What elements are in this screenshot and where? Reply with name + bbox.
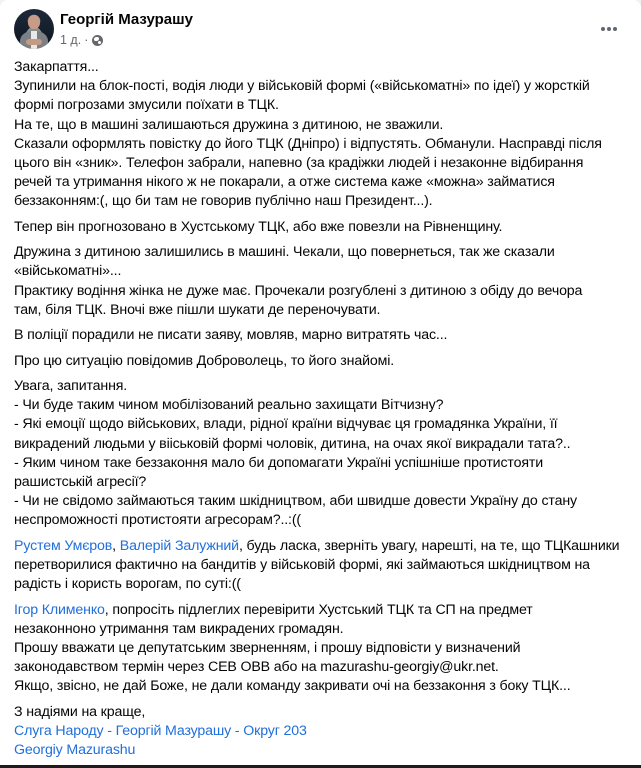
post-time[interactable]: 1 д.: [60, 33, 82, 47]
page-link[interactable]: Слуга Народу - Георгій Мазурашу - Округ 203: [14, 723, 307, 739]
text-line: незаконноно утримання там викрадених громадян.: [14, 620, 344, 637]
mention-link-zaluzhnyi[interactable]: Валерій Залужний: [119, 537, 239, 554]
post-body: [14, 58, 629, 767]
text-line: законодавством термін через СЕВ ОВВ або на mazurashu-georgiy@ukr.net.: [14, 659, 499, 676]
paragraph-now: [14, 218, 629, 237]
text-line: Дружина з дитиною залишились в машині. Чекали, що повернеться, так же сказали: [14, 244, 555, 261]
more-horizontal-icon-dot: [613, 27, 617, 31]
text-line: З надіями на краще,: [14, 703, 146, 720]
paragraph-appeal-police: [14, 601, 629, 697]
text-line: Якщо, звісно, не дай Боже, не дали команду закривати очі на беззаконня з боку ТЦК...: [14, 678, 571, 695]
paragraph-police: [14, 326, 629, 345]
text-fragment: , будь ласка, зверніть увагу, нарешті, на те, що ТЦКашники: [238, 537, 620, 554]
author-name[interactable]: Георгій Мазурашу: [60, 11, 193, 28]
text-line: формі погрозами змусили поїхати в ТЦК.: [14, 97, 279, 114]
globe-icon[interactable]: [92, 35, 103, 46]
text-line: На те, що в машині залишаються дружина з дитиною, не зважили.: [14, 116, 444, 133]
profile-link[interactable]: Georgiy Mazurashu: [14, 742, 136, 759]
text-line: Тепер він прогнозовано в Хустському ТЦК, або вже повезли на Рівненщину.: [14, 218, 503, 235]
text-line: - Чи буде таким чином мобілізований реально захищати Вітчизну?: [14, 397, 444, 414]
text-line: Про цю ситуацію повідомив Доброволець, то його знайомі.: [14, 352, 394, 369]
paragraph-source: [14, 352, 629, 371]
meta-separator: ·: [84, 33, 89, 47]
text-line: «військоматні»...: [14, 263, 122, 280]
paragraph-questions: [14, 377, 629, 531]
text-line: цього він «зник». Телефон забрали, напевно (за крадіжки людей і незаконне відбирання: [14, 155, 584, 172]
text-line: - Яким чином таке беззаконня мало би допомагати Україні успішніше протистояти: [14, 454, 543, 471]
text-line: [14, 601, 629, 620]
text-line: Закарпаття...: [14, 59, 99, 75]
text-line: Сказали оформлять повістку до його ТЦК (Дніпро) і відпустять. Обманули. Насправді після: [14, 135, 602, 152]
text-line: радість і користь ворогам, по суті:((: [14, 576, 241, 593]
text-line: Практику водіння жінка не дуже має. Прочекали розгублені з дитиною з обіду до вечора: [14, 282, 583, 299]
paragraph-wife: [14, 243, 629, 320]
mention-link-umerov[interactable]: Рустем Умєров: [14, 537, 113, 554]
text-line: Прошу вважати це депутатським зверненням, і прошу відповісти у визначений: [14, 640, 521, 656]
avatar-hands-shape: [26, 39, 42, 45]
text-line: [14, 537, 629, 556]
post-meta: [60, 33, 103, 47]
more-horizontal-icon: [601, 27, 605, 31]
text-line: рашистській агресії?: [14, 474, 147, 490]
text-line: беззаконням:(, що би там не говорив публічно наш Президент...).: [14, 193, 433, 210]
avatar[interactable]: [14, 9, 54, 49]
paragraph-signature: [14, 703, 629, 761]
text-line: там, біля ТЦК. Вночі вже пішли шукати де переночувати.: [14, 301, 381, 318]
text-line: Увага, запитання.: [14, 377, 128, 394]
text-line: речей та утримання нікого ж не покарали, а отже система каже «можна» займатися: [14, 174, 555, 191]
more-options-button[interactable]: [591, 17, 627, 41]
text-line: - Чи не свідомо займаються таким шкідництвом, аби швидше довести Україну до стану: [14, 493, 577, 510]
text-line: викрадений людьми у вііськовій формі чоловік, дитина, на очах якої викрадали тата?..: [14, 435, 571, 452]
post-header: [14, 9, 627, 51]
text-line: перетворилися фактично на бандитів у військовій формі, які займаються шкідництвом на: [14, 557, 590, 573]
avatar-face-shape: [28, 15, 40, 29]
mention-link-klymenko[interactable]: Ігор Клименко: [14, 601, 105, 618]
text-line: неспроможності протистояти агресорам?..:((: [14, 512, 302, 529]
text-line: - Які емоції щодо військових, влади, рідної країни відчуває ця громадянка України, її: [14, 416, 558, 433]
paragraph-intro: [14, 58, 629, 212]
paragraph-appeal-military: [14, 537, 629, 595]
mention-separator: ,: [112, 537, 120, 554]
more-horizontal-icon-dot: [607, 27, 611, 31]
text-line: В поліції порадили не писати заяву, мовляв, марно витратять час...: [14, 327, 448, 344]
text-fragment: , попросіть підлеглих перевірити Хустський ТЦК та СП на предмет: [104, 601, 533, 618]
text-line: Зупинили на блок-пості, водія люди у військовій формі («військоматні» по ідеї) у жорсткій: [14, 78, 590, 95]
